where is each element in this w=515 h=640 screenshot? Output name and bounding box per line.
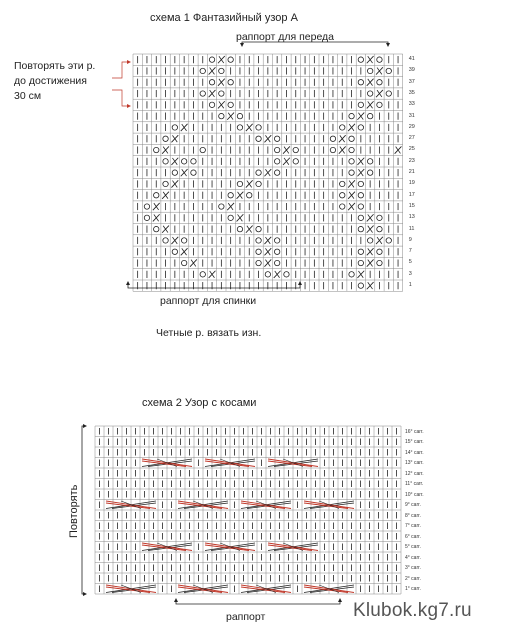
repeat-front-arrow-icon: [240, 43, 390, 47]
yarn-over-symbol: [200, 91, 205, 96]
chart1-even-rows-note: Четные р. вязать изн.: [156, 327, 262, 339]
chart1-row-number: 7: [408, 248, 412, 255]
chart1-row-number: 3: [408, 270, 412, 277]
yarn-over-symbol: [377, 57, 382, 62]
chart2-row-label: 8° carr.: [405, 512, 421, 519]
chart2-row-label: 12° carr.: [405, 470, 424, 477]
yarn-over-symbol: [367, 159, 372, 164]
yarn-over-symbol: [256, 170, 261, 175]
chart1-row-number: 15: [408, 202, 415, 209]
yarn-over-symbol: [163, 159, 168, 164]
yarn-over-symbol: [172, 170, 177, 175]
chart2-row-label: 15° carr.: [405, 439, 424, 445]
chart2-row-label: 9° carr.: [405, 502, 421, 508]
yarn-over-symbol: [265, 272, 270, 277]
yarn-over-symbol: [219, 91, 224, 96]
chart1-repeat-back-label: раппорт для спинки: [160, 295, 257, 307]
repeat-bottom-arrow-icon: [174, 598, 342, 602]
watermark-text: Klubok.kg7.ru: [353, 600, 472, 621]
chart1-row-number: 19: [408, 180, 415, 187]
yarn-over-symbol: [209, 57, 214, 62]
yarn-over-symbol: [144, 204, 149, 209]
yarn-over-symbol: [256, 226, 261, 231]
yarn-over-symbol: [340, 193, 345, 198]
yarn-over-symbol: [274, 260, 279, 265]
yarn-over-symbol: [256, 238, 261, 243]
yarn-over-symbol: [181, 260, 186, 265]
yarn-over-symbol: [237, 181, 242, 186]
yarn-over-symbol: [191, 159, 196, 164]
chart1-row-number: 17: [408, 191, 415, 198]
note-line-2: до достижения: [14, 75, 87, 87]
yarn-over-symbol: [219, 68, 224, 73]
yarn-over-symbol: [256, 260, 261, 265]
yarn-over-symbol: [163, 238, 168, 243]
yarn-over-symbol: [181, 238, 186, 243]
yarn-over-symbol: [386, 238, 391, 243]
yarn-over-symbol: [154, 147, 159, 152]
yarn-over-symbol: [330, 147, 335, 152]
note-pointer-top: [112, 62, 130, 78]
yarn-over-symbol: [219, 204, 224, 209]
yarn-over-symbol: [358, 125, 363, 130]
repeat-back-bracket: [128, 282, 300, 288]
yarn-over-symbol: [200, 272, 205, 277]
yarn-over-symbol: [349, 113, 354, 118]
chart1-row-number: 33: [408, 101, 415, 108]
chart2-side-label: Повторять: [68, 484, 80, 538]
yarn-over-symbol: [340, 181, 345, 186]
repeat-bottom-bracket: [176, 599, 340, 604]
yarn-over-symbol: [163, 181, 168, 186]
yarn-over-symbol: [181, 159, 186, 164]
yarn-over-symbol: [256, 249, 261, 254]
chart2-row-label: 16° carr.: [405, 428, 424, 435]
yarn-over-symbol: [358, 260, 363, 265]
yarn-over-symbol: [358, 215, 363, 220]
chart1-row-number: 39: [408, 67, 415, 74]
yarn-over-symbol: [228, 80, 233, 85]
yarn-over-symbol: [219, 113, 224, 118]
yarn-over-symbol: [274, 159, 279, 164]
chart2-row-label: 14° carr.: [405, 449, 424, 456]
yarn-over-symbol: [247, 193, 252, 198]
note-line-3: 30 см: [14, 90, 42, 102]
yarn-over-symbol: [386, 68, 391, 73]
yarn-over-symbol: [284, 272, 289, 277]
repeat-back-arrow-icon: [126, 281, 302, 285]
yarn-over-symbol: [154, 193, 159, 198]
yarn-over-symbol: [367, 91, 372, 96]
yarn-over-symbol: [377, 102, 382, 107]
chart2-row-label: 4° carr.: [405, 554, 421, 561]
yarn-over-symbol: [228, 102, 233, 107]
yarn-over-symbol: [144, 215, 149, 220]
chart2-title: схема 2 Узор с косами: [142, 397, 257, 409]
chart1-row-number: 9: [408, 236, 412, 243]
yarn-over-symbol: [349, 136, 354, 141]
yarn-over-symbol: [237, 125, 242, 130]
yarn-over-symbol: [154, 226, 159, 231]
yarn-over-symbol: [340, 125, 345, 130]
repeat-front-bracket: [242, 42, 388, 46]
yarn-over-symbol: [358, 193, 363, 198]
chart1-row-number: 13: [408, 214, 415, 221]
yarn-over-symbol: [340, 204, 345, 209]
note-pointer-bottom: [112, 90, 130, 106]
yarn-over-symbol: [367, 238, 372, 243]
yarn-over-symbol: [358, 226, 363, 231]
chart1-row-number: 35: [408, 89, 415, 96]
chart1-row-number: 11: [408, 225, 415, 232]
yarn-over-symbol: [330, 136, 335, 141]
yarn-over-symbol: [358, 283, 363, 288]
chart2-row-label: 2° carr.: [405, 575, 421, 582]
yarn-over-symbol: [358, 181, 363, 186]
yarn-over-symbol: [209, 80, 214, 85]
yarn-over-symbol: [237, 226, 242, 231]
chart2-row-label: 3° carr.: [405, 565, 421, 571]
yarn-over-symbol: [377, 249, 382, 254]
chart1-row-number: 1: [408, 282, 412, 288]
yarn-over-symbol: [377, 215, 382, 220]
repeat-side-bracket: [82, 426, 86, 594]
note-arrow-icon: [127, 104, 131, 108]
chart2-row-label: 11° carr.: [405, 481, 424, 487]
yarn-over-symbol: [367, 113, 372, 118]
yarn-over-symbol: [274, 147, 279, 152]
chart2-row-label: 1° carr.: [405, 586, 421, 592]
chart1-row-number: 5: [408, 259, 412, 266]
chart2-row-label: 10° carr.: [405, 491, 424, 498]
yarn-over-symbol: [274, 249, 279, 254]
yarn-over-symbol: [228, 193, 233, 198]
chart2-row-label: 7° carr.: [405, 523, 421, 529]
yarn-over-symbol: [349, 159, 354, 164]
yarn-over-symbol: [377, 260, 382, 265]
yarn-over-symbol: [274, 170, 279, 175]
yarn-over-symbol: [228, 57, 233, 62]
yarn-over-symbol: [200, 68, 205, 73]
yarn-over-symbol: [172, 125, 177, 130]
yarn-over-symbol: [191, 170, 196, 175]
yarn-over-symbol: [256, 125, 261, 130]
yarn-over-symbol: [228, 215, 233, 220]
yarn-over-symbol: [274, 238, 279, 243]
yarn-over-symbol: [274, 136, 279, 141]
yarn-over-symbol: [172, 249, 177, 254]
note-line-1: Повторять эти р.: [14, 60, 96, 72]
chart1-row-number: 37: [408, 78, 415, 85]
chart1-row-number: 27: [408, 135, 415, 142]
yarn-over-symbol: [163, 136, 168, 141]
chart1-title: схема 1 Фантазийный узор А: [150, 12, 298, 24]
yarn-over-symbol: [358, 204, 363, 209]
yarn-over-symbol: [237, 113, 242, 118]
yarn-over-symbol: [256, 136, 261, 141]
chart1-row-number: 29: [408, 123, 415, 130]
chart1-row-number: 25: [408, 146, 415, 153]
yarn-over-symbol: [358, 57, 363, 62]
note-arrow-icon: [127, 60, 131, 64]
yarn-over-symbol: [293, 147, 298, 152]
chart1-row-number: 21: [408, 169, 415, 175]
yarn-over-symbol: [209, 102, 214, 107]
yarn-over-symbol: [367, 170, 372, 175]
chart2-row-label: 6° carr.: [405, 533, 421, 540]
chart1-row-number: 31: [408, 112, 415, 119]
yarn-over-symbol: [358, 80, 363, 85]
yarn-over-symbol: [377, 226, 382, 231]
yarn-over-symbol: [349, 272, 354, 277]
chart1-repeat-front-label: раппорт для переда: [236, 31, 335, 43]
yarn-over-symbol: [349, 147, 354, 152]
yarn-over-symbol: [386, 91, 391, 96]
repeat-side-arrow-icon: [83, 424, 87, 596]
yarn-over-symbol: [367, 68, 372, 73]
yarn-over-symbol: [358, 249, 363, 254]
chart1-row-number: 41: [408, 56, 415, 62]
yarn-over-symbol: [200, 147, 205, 152]
yarn-over-symbol: [358, 102, 363, 107]
chart2-row-label: 5° carr.: [405, 544, 421, 550]
chart2-repeat-label: раппорт: [226, 611, 266, 623]
yarn-over-symbol: [377, 80, 382, 85]
yarn-over-symbol: [256, 181, 261, 186]
chart2-row-label: 13° carr.: [405, 460, 424, 466]
chart1-row-number: 23: [408, 157, 415, 164]
yarn-over-symbol: [293, 159, 298, 164]
yarn-over-symbol: [349, 170, 354, 175]
